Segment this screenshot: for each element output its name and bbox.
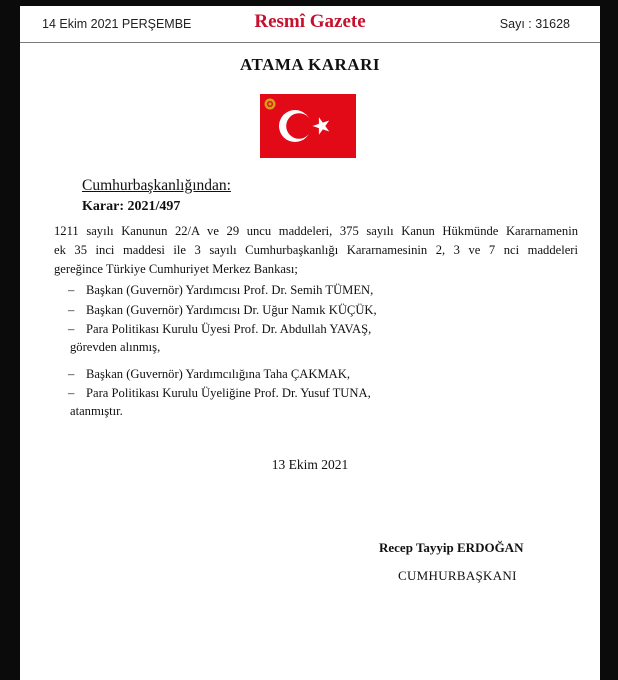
list-dash: – (68, 322, 75, 336)
list-dash: – (68, 303, 75, 317)
list-item (68, 303, 377, 318)
list-dash: – (68, 386, 75, 400)
list-dash: – (68, 367, 75, 381)
list-item (68, 283, 373, 298)
issue-number: Sayı : 31628 (499, 17, 570, 31)
gazette-page (20, 6, 600, 680)
preamble-line: 1211 sayılı Kanunun 22/A ve 29 uncu maddeleri, 375 sayılı Kanun Hükmünde Kararnamenin (54, 224, 578, 238)
dismissed-closing: görevden alınmış, (70, 340, 161, 354)
header-date: 14 Ekim 2021 PERŞEMBE (42, 17, 192, 31)
preamble-line: gereğince Türkiye Cumhuriyet Merkez Bankası; (54, 262, 298, 276)
decision-preamble (54, 222, 578, 279)
screen-edge (600, 0, 618, 680)
gazette-header (20, 6, 600, 43)
signer-name: Recep Tayyip ERDOĞAN (379, 540, 524, 555)
decision-date: 13 Ekim 2021 (271, 457, 349, 472)
issuing-authority: Cumhurbaşkanlığından: (82, 177, 231, 194)
preamble-line: ek 35 inci maddesi ile 3 sayılı Cumhurbaşkanlığı Kararnamesinin 2, 3 ve 7 nci maddeleri (54, 243, 578, 257)
appointed-closing: atanmıştır. (70, 404, 123, 418)
dismissed-person: Başkan (Guvernör) Yardımcısı Prof. Dr. Semih TÜMEN, (86, 283, 374, 297)
appointed-person: Başkan (Guvernör) Yardımcılığına Taha ÇAKMAK, (86, 367, 351, 381)
list-dash: – (68, 283, 75, 297)
presidential-seal-icon (265, 99, 276, 110)
dismissed-person: Para Politikası Kurulu Üyesi Prof. Dr. Abdullah YAVAŞ, (86, 322, 372, 336)
list-item (68, 322, 371, 337)
turkish-flag-icon (260, 94, 356, 158)
list-item (68, 367, 350, 382)
document-title: ATAMA KARARI (240, 55, 380, 74)
appointed-person: Para Politikası Kurulu Üyeliğine Prof. Dr. Yusuf TUNA, (86, 386, 371, 400)
gazette-title: Resmî Gazete (254, 11, 366, 32)
dismissed-person: Başkan (Guvernör) Yardımcısı Dr. Uğur Namık KÜÇÜK, (86, 303, 377, 317)
decision-number: Karar: 2021/497 (82, 199, 181, 214)
list-item (68, 386, 371, 401)
signer-title: CUMHURBAŞKANI (398, 568, 517, 583)
